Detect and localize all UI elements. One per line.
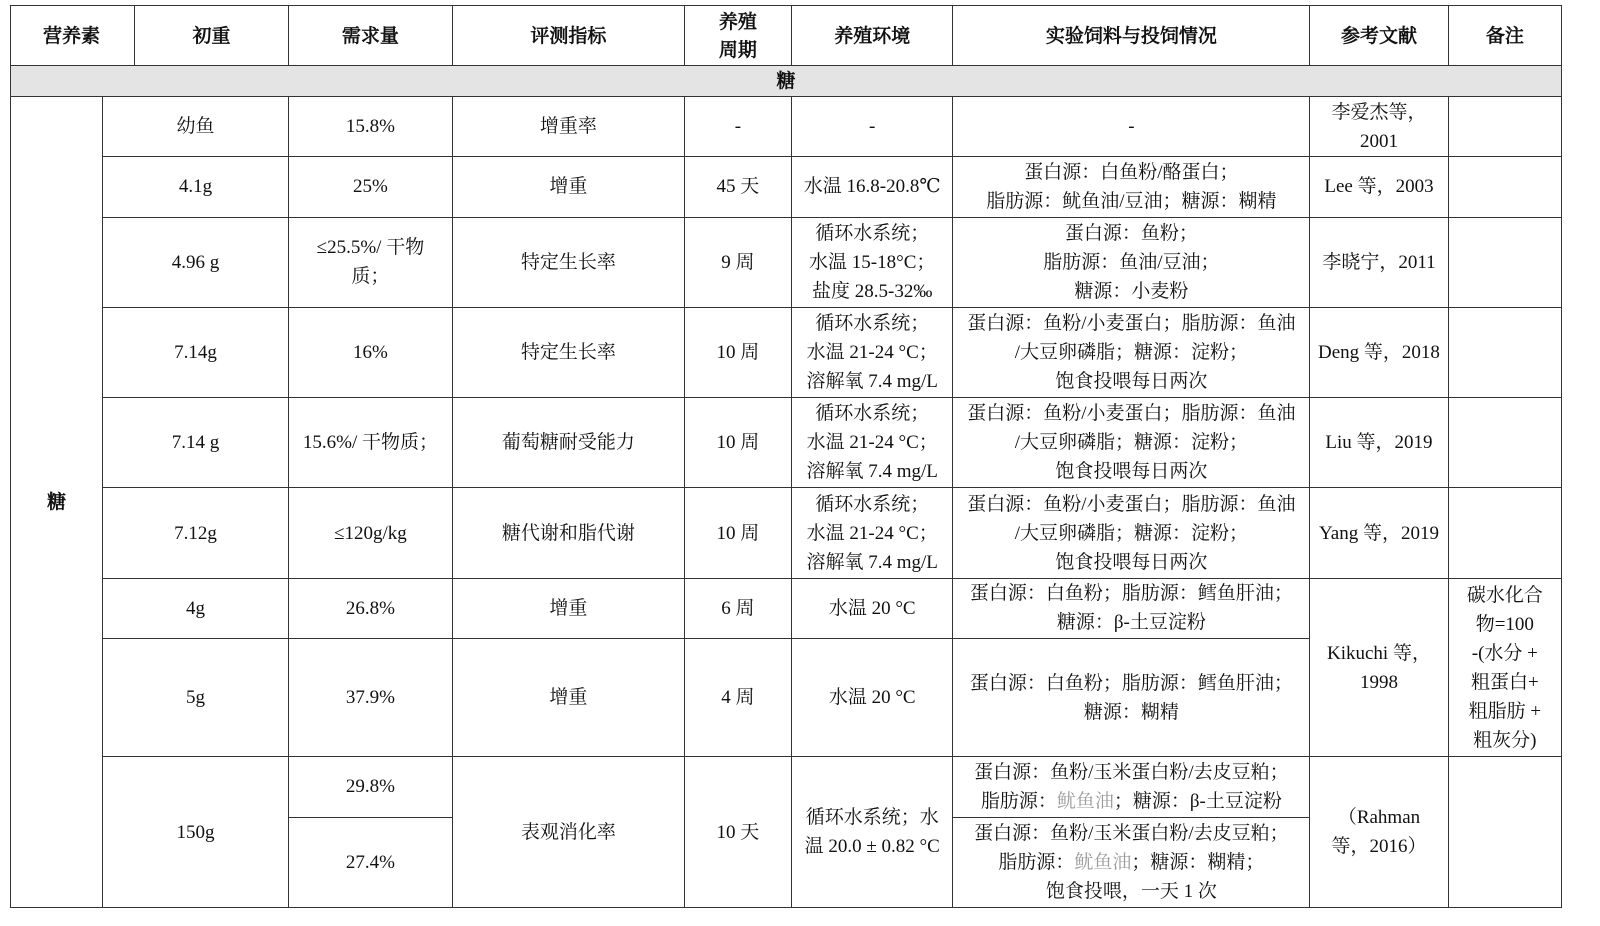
note-cell-line: 碳水化合 [1466,584,1543,606]
environment-cell-line: 水温 21-24 °C； [806,341,938,363]
diet-cell [953,817,1310,907]
diet-cell-line: 蛋白源：鱼粉/小麦蛋白；脂肪源：鱼油 [967,493,1296,515]
table-row [11,488,1562,578]
note-cell [1448,488,1561,578]
header-reference: 参考文献 [1310,6,1448,66]
initial-weight-cell: 4g [103,578,288,638]
diet-cell-line: 蛋白源：鱼粉/玉米蛋白粉/去皮豆粕； [974,822,1289,844]
environment-cell [792,638,953,756]
grey-text: 鱿鱼油 [1056,790,1114,812]
table-row [11,757,1562,817]
period-cell: - [684,97,791,157]
environment-cell [792,757,953,908]
period-cell: 45 天 [684,157,791,217]
table-row [11,578,1562,638]
note-cell [1448,398,1561,488]
diet-text: ；糖源：β-土豆淀粉 [1113,790,1282,812]
header-period [684,6,791,66]
diet-cell [953,97,1310,157]
environment-cell [792,217,953,307]
requirement-cell: 26.8% [288,578,452,638]
period-cell: 10 周 [684,307,791,397]
environment-cell-line: 盐度 28.5-32‰ [812,280,933,302]
table-row [11,398,1562,488]
indicator-cell: 特定生长率 [453,217,685,307]
requirement-cell-line: ≤25.5%/ 干物 [316,237,425,259]
requirement-cell: 25% [288,157,452,217]
initial-weight-cell: 4.96 g [103,217,288,307]
requirement-cell [288,217,452,307]
diet-text: 脂肪源： [998,851,1075,873]
reference-cell-line: 李爱杰等， [1331,101,1427,123]
environment-cell-line: 循环水系统； [815,222,930,244]
indicator-cell: 表观消化率 [453,757,685,908]
reference-cell-line: 1998 [1359,671,1398,693]
environment-cell-line: 循环水系统；水 [805,807,939,829]
initial-weight-cell: 150g [103,757,288,908]
environment-cell-line: 循环水系统； [815,493,930,515]
diet-cell-line: 蛋白源：白鱼粉；脂肪源：鳕鱼肝油； [969,583,1293,605]
section-row [11,66,1562,97]
diet-cell-line: - [1128,116,1135,138]
section-title: 糖 [11,66,1562,97]
note-cell [1448,307,1561,397]
requirement-cell: 16% [288,307,452,397]
environment-cell-line: 循环水系统； [815,403,930,425]
table-row [11,157,1562,217]
table-row [11,97,1562,157]
reference-cell [1310,157,1448,217]
reference-cell-line: Liu 等，2019 [1325,432,1433,454]
environment-cell [792,97,953,157]
header-diet: 实验饲料与投饲情况 [953,6,1310,66]
diet-cell [953,307,1310,397]
diet-cell [953,217,1310,307]
reference-cell-line: Yang 等，2019 [1318,522,1439,544]
reference-cell-line: 2001 [1359,130,1398,152]
diet-text: ；糖源：糊精； [1131,851,1265,873]
indicator-cell: 增重率 [453,97,685,157]
environment-cell-line: 循环水系统； [815,312,930,334]
header-indicator: 评测指标 [453,6,685,66]
environment-cell [792,488,953,578]
note-cell [1448,578,1561,757]
diet-cell [953,757,1310,817]
header-initial-weight: 初重 [135,6,288,66]
reference-cell [1310,578,1448,757]
period-cell: 10 天 [684,757,791,908]
header-environment: 养殖环境 [792,6,953,66]
environment-cell [792,578,953,638]
indicator-cell: 特定生长率 [453,307,685,397]
header-note: 备注 [1448,6,1561,66]
environment-cell-line: 水温 20 °C [828,597,916,619]
environment-cell-line: 水温 20 °C [828,687,916,709]
diet-cell [953,157,1310,217]
diet-cell-line [957,787,1305,816]
environment-cell-line: - [869,116,876,138]
header-period-line: 周期 [718,38,757,61]
requirement-cell: 27.4% [288,817,452,907]
indicator-cell: 糖代谢和脂代谢 [453,488,685,578]
environment-cell-line: 温 20.0 ± 0.82 °C [804,836,940,858]
diet-cell-line: /大豆卵磷脂；糖源：淀粉； [1014,522,1248,544]
note-cell [1448,97,1561,157]
requirement-cell-line: 质； [351,266,390,288]
environment-cell-line: 水温 16.8-20.8℃ [803,176,941,198]
environment-cell-line: 溶解氧 7.4 mg/L [806,370,938,392]
note-cell [1448,757,1561,908]
environment-cell-line: 水温 21-24 °C； [806,432,938,454]
indicator-cell: 葡萄糖耐受能力 [453,398,685,488]
environment-cell-line: 溶解氧 7.4 mg/L [806,461,938,483]
diet-cell-line [957,848,1305,877]
diet-cell [953,398,1310,488]
period-cell: 10 周 [684,398,791,488]
reference-cell [1310,217,1448,307]
diet-cell-line: 糖源：小麦粉 [1074,280,1189,302]
reference-cell-line: 等，2016） [1331,836,1427,858]
diet-cell [953,578,1310,638]
header-requirement: 需求量 [288,6,452,66]
note-cell [1448,157,1561,217]
table-row [11,307,1562,397]
environment-cell [792,398,953,488]
diet-cell [953,488,1310,578]
diet-cell-line: 糖源：β-土豆淀粉 [1056,612,1206,634]
header-nutrient: 营养素 [11,6,135,66]
environment-cell-line: 溶解氧 7.4 mg/L [806,551,938,573]
initial-weight-cell: 7.14 g [103,398,288,488]
reference-cell-line: Kikuchi 等， [1327,642,1431,664]
diet-cell-line: 蛋白源：鱼粉； [1064,222,1198,244]
period-cell: 6 周 [684,578,791,638]
diet-cell-line: /大豆卵磷脂；糖源：淀粉； [1014,341,1248,363]
note-cell [1448,217,1561,307]
header-row [11,6,1562,66]
initial-weight-cell: 5g [103,638,288,756]
diet-cell-line: 饱食投喂每日两次 [1055,370,1208,392]
diet-cell-line: 饱食投喂每日两次 [1055,551,1208,573]
reference-cell-line: （Rahman [1337,807,1421,829]
diet-cell [953,638,1310,756]
environment-cell [792,307,953,397]
reference-cell [1310,97,1448,157]
note-cell-line: 粗灰分) [1473,729,1537,751]
requirement-cell: 37.9% [288,638,452,756]
period-cell: 9 周 [684,217,791,307]
period-cell: 4 周 [684,638,791,756]
reference-cell [1310,757,1448,908]
reference-cell [1310,307,1448,397]
environment-cell [792,157,953,217]
note-cell-line: 物=100 [1475,613,1534,635]
nutrient-cell: 糖 [11,97,103,908]
initial-weight-cell: 7.12g [103,488,288,578]
initial-weight-cell: 7.14g [103,307,288,397]
reference-cell [1310,398,1448,488]
reference-cell [1310,488,1448,578]
diet-text: 脂肪源： [980,790,1057,812]
requirement-cell: 29.8% [288,757,452,817]
note-cell-line: 粗蛋白+ [1470,671,1539,693]
requirement-cell: ≤120g/kg [288,488,452,578]
environment-cell-line: 水温 15-18°C； [809,251,936,273]
reference-cell-line: Lee 等，2003 [1324,176,1434,198]
period-cell: 10 周 [684,488,791,578]
reference-cell-line: 李晓宁，2011 [1322,251,1436,273]
diet-cell-line: 蛋白源：白鱼粉；脂肪源：鳕鱼肝油； [969,672,1293,694]
note-cell-line: -(水分 + [1471,642,1538,664]
requirement-cell: 15.8% [288,97,452,157]
diet-cell-line: 脂肪源：鱿鱼油/豆油；糖源：糊精 [986,190,1277,212]
diet-cell-line: 糖源：糊精 [1083,701,1179,723]
indicator-cell: 增重 [453,157,685,217]
header-period-line: 养殖 [718,10,757,33]
indicator-cell: 增重 [453,578,685,638]
diet-cell-line: 蛋白源：鱼粉/小麦蛋白；脂肪源：鱼油 [967,312,1296,334]
diet-cell-line: 蛋白源：鱼粉/玉米蛋白粉/去皮豆粕； [974,761,1289,783]
diet-cell-line: 饱食投喂，一天 1 次 [1045,880,1217,902]
requirement-cell: 15.6%/ 干物质； [288,398,452,488]
initial-weight-cell: 幼鱼 [103,97,288,157]
diet-cell-line: 蛋白源：白鱼粉/酪蛋白； [1024,161,1239,183]
diet-cell-line: 蛋白源：鱼粉/小麦蛋白；脂肪源：鱼油 [967,403,1296,425]
diet-cell-line: 饱食投喂每日两次 [1055,461,1208,483]
environment-cell-line: 水温 21-24 °C； [806,522,938,544]
diet-cell-line: /大豆卵磷脂；糖源：淀粉； [1014,432,1248,454]
note-cell-line: 粗脂肪 + [1468,700,1542,722]
grey-text: 鱿鱼油 [1074,851,1132,873]
table-row [11,217,1562,307]
reference-cell-line: Deng 等，2018 [1318,341,1440,363]
diet-cell-line: 脂肪源：鱼油/豆油； [1043,251,1220,273]
initial-weight-cell: 4.1g [103,157,288,217]
indicator-cell: 增重 [453,638,685,756]
nutrition-table [10,5,1562,908]
